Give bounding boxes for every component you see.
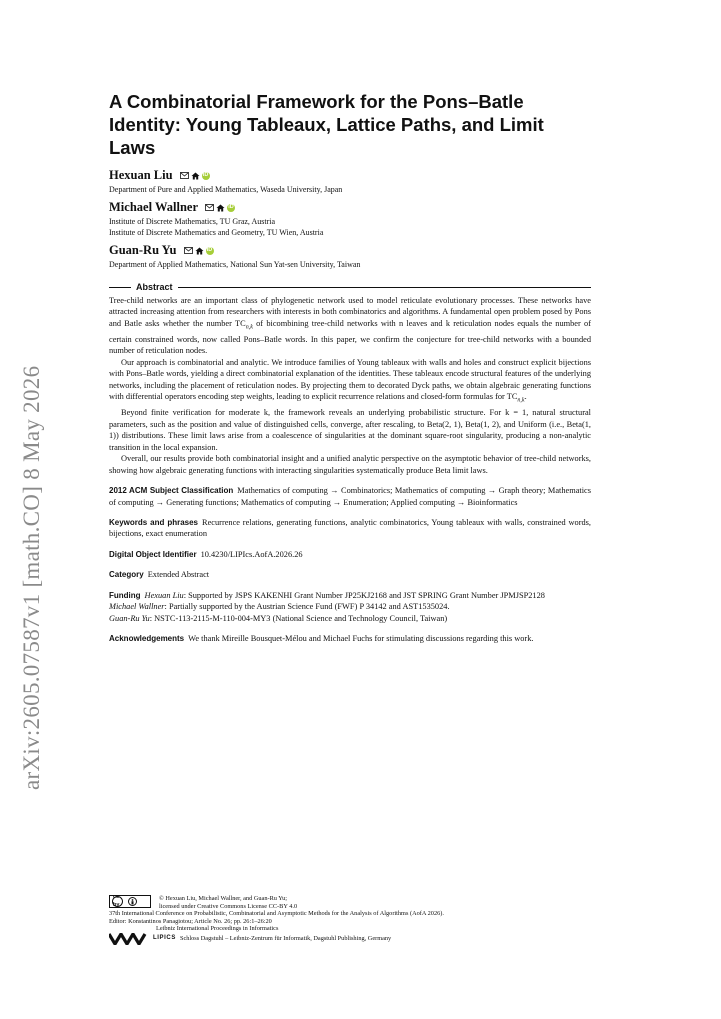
abstract-body [109, 295, 591, 476]
funding-text-2: : Partially supported by the Austrian Science Fund (FWF) P 34142 and AST1535024. [164, 602, 450, 612]
author-name [109, 243, 214, 258]
series-line: Leibniz International Proceedings in Informatics [156, 925, 279, 933]
abstract-paragraph-2: Our approach is combinatorial and analytic. We introduce families of Young tableaux with walls and holes and construct explicit bijections with Pons–Batle words, yielding a direct combinatorial explanation of the identities. These tableaux encode structural features of the underlying networks, including the placement of reticulation nodes. By projecting them to decorated Dyck paths, we obtain algebraic generating functions with differential operators encoding step weights, leading to explicit recurrence relations and closed-form formulas for $TC_{n,k}$. [109, 357, 591, 404]
doi-label: Digital Object Identifier [109, 549, 197, 559]
doi-section [109, 549, 591, 560]
category-section [109, 569, 591, 580]
abstract-rule-left [109, 287, 131, 288]
abstract-paragraph-1: Tree-child networks are an important class of phylogenetic network used to model reticulate evolutionary processes. These networks have attracted increasing attention from researchers with interests in both combinatorics and algorithms. A fundamental open problem posed by Pons and Batle asks whether the number $TC_{n,k}$ of bicombining tree-child networks with n leaves and k reticulation nodes equals the number of certain constrained words, now called Pons–Batle words. In this paper, we confirm the conjecture for tree-child networks with a bounded number of reticulation nodes. [109, 296, 591, 356]
funding-text-1: : Supported by JSPS KAKENHI Grant Number JP25KJ2168 and JST SPRING Grant Number JPMJSP2128 [183, 590, 545, 600]
cc-icon: cc by [112, 896, 123, 907]
author-contact-icons [205, 204, 235, 212]
publication-footer [109, 895, 591, 945]
doi-link[interactable]: 10.4230/LIPIcs.AofA.2026.26 [200, 549, 303, 559]
conference-line: 37th International Conference on Probabilistic, Combinatorial and Asymptotic Methods for the Analysis of Algorithms (AofA 2026). [109, 910, 444, 918]
license-text [159, 895, 297, 910]
orcid-icon[interactable]: iD [202, 171, 209, 178]
lipics-wordmark: LIPICS [153, 935, 176, 942]
author-name [109, 200, 235, 215]
funding-label: Funding [109, 590, 141, 600]
license-line[interactable]: licensed under Creative Commons License CC-BY 4.0 [159, 902, 298, 910]
funding-name-1: Hexuan Liu [144, 590, 184, 600]
author-name-text: Michael Wallner [109, 200, 198, 214]
author-block [109, 198, 591, 238]
funding-section [109, 590, 591, 624]
author-block [109, 166, 591, 195]
funding-line-2 [109, 601, 591, 612]
keywords-label: Keywords and phrases [109, 518, 199, 528]
home-icon[interactable] [191, 172, 200, 180]
abstract-label: Abstract [136, 282, 173, 292]
copyright-line: © Hexuan Liu, Michael Wallner, and Guan-Ru Yu; [159, 895, 288, 902]
abstract-paragraph-4: Overall, our results provide both combinatorial insight and a unified analytic perspective on the asymptotic behavior of tree-child networks, showing how algebraic generating functions with interacting singularities systematically produce Beta limit laws. [109, 454, 591, 475]
author-affiliation: Department of Applied Mathematics, National Sun Yat-sen University, Taiwan [109, 260, 361, 269]
author-name [109, 168, 210, 183]
email-icon[interactable] [180, 172, 189, 179]
author-contact-icons [180, 172, 210, 180]
abstract-rule-right [178, 287, 591, 288]
funding-line-3 [109, 613, 591, 624]
lipics-logo-icon [109, 933, 149, 945]
arxiv-identifier-stamp[interactable]: arXiv:2605.07587v1 [math.CO] 8 May 2026 [19, 365, 44, 790]
author-name-text: Guan-Ru Yu [109, 243, 177, 257]
publisher-line: Schloss Dagstuhl – Leibniz-Zentrum für Informatik, Dagstuhl Publishing, Germany [179, 935, 392, 943]
category-text: Extended Abstract [147, 570, 210, 580]
orcid-icon[interactable]: iD [228, 203, 234, 210]
acm-label: 2012 ACM Subject Classification [109, 486, 234, 496]
email-icon[interactable] [205, 204, 214, 211]
keywords-section [109, 517, 591, 540]
abstract-heading [109, 282, 591, 292]
keywords-text: Recurrence relations, generating functions, analytic combinatorics, Young tableaux with walls, constrained words, bijections, exact enumeration [109, 518, 591, 539]
author-affiliation: Department of Pure and Applied Mathematics, Waseda University, Japan [109, 185, 343, 194]
category-label: Category [109, 570, 144, 580]
home-icon[interactable] [216, 204, 225, 212]
funding-name-2: Michael Wallner [109, 602, 165, 612]
acknowledgements-label: Acknowledgements [109, 634, 185, 644]
license-row [109, 895, 591, 910]
home-icon[interactable] [195, 247, 204, 255]
author-affiliation: Institute of Discrete Mathematics and Geometry, TU Wien, Austria [109, 228, 324, 237]
acm-text: Mathematics of computing → Combinatorics; Mathematics of computing → Graph theory; Mathematics of computing → Generating functions; Mathematics of computing → Enumeration; Applied computing → Bioinformatics [109, 486, 591, 507]
author-affiliation: Institute of Discrete Mathematics, TU Graz, Austria [109, 217, 276, 226]
lipics-row [109, 933, 591, 945]
paper-content [109, 90, 591, 645]
funding-line-1 [145, 591, 545, 600]
author-list [109, 166, 591, 270]
author-name-text: Hexuan Liu [109, 168, 173, 182]
by-person-icon [128, 897, 137, 906]
orcid-icon[interactable]: iD [206, 246, 213, 253]
cc-by-badge[interactable] [109, 895, 151, 908]
acknowledgements-section [109, 633, 591, 644]
acknowledgements-text: We thank Mireille Bousquet-Mélou and Michael Fuchs for stimulating discussions regarding this work. [188, 634, 534, 644]
author-contact-icons [184, 247, 214, 255]
editor-line: Editor: Konstantinos Panagiotou; Article No. 26; pp. 26:1–26:20 [109, 917, 272, 925]
email-icon[interactable] [184, 247, 193, 254]
funding-name-3: Guan-Ru Yu [109, 613, 150, 623]
acm-classification [109, 485, 591, 508]
author-block [109, 241, 591, 270]
abstract-paragraph-3: Beyond finite verification for moderate k, the framework reveals an underlying probabilistic structure. For k = 1, natural structural parameters, such as the position and value of distinguished cells, converge, after rescaling, to Beta(2, 1), Beta(1, 2), and Uniform (i.e., Beta(1, 1)) distributions. These limit laws arise from a coalescence of singularities at the dominant square-root singularity, producing a non-analytic transition in the local expansion. [109, 408, 591, 452]
funding-text-3: : NSTC-113-2115-M-110-004-MY3 (National Science and Technology Council, Taiwan) [149, 613, 448, 623]
paper-title: A Combinatorial Framework for the Pons–Batle Identity: Young Tableaux, Lattice Paths, and Limit Laws [109, 91, 544, 158]
